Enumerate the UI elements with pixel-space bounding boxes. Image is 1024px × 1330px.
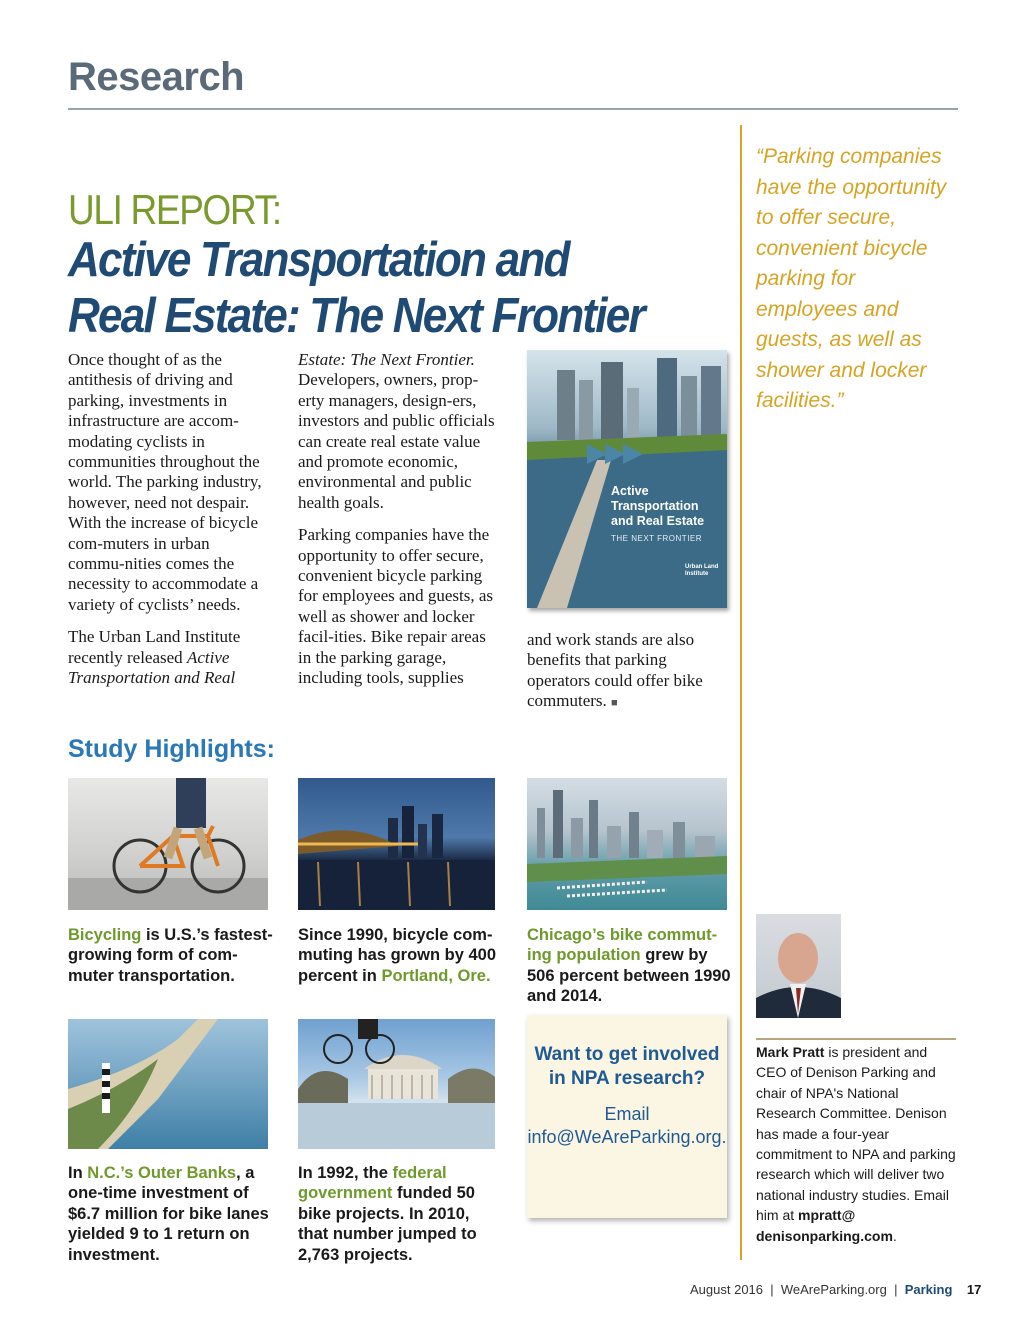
headline-line-2: Real Estate: The Next Frontier — [68, 289, 644, 343]
study-highlights-heading: Study Highlights: — [68, 735, 275, 763]
highlight-caption-4: In N.C.’s Outer Banks, a one-time investment of $6.7 million for bike lanes yielded 9 to 1 return on investment. — [68, 1164, 269, 1264]
memorial-cyclist-illustration — [298, 1019, 495, 1149]
outer-banks-coastline — [68, 1019, 268, 1149]
highlight-caption-5: In 1992, the federal government funded 50 bike projects. In 2010, that number jumped to 2,763 projects. — [298, 1164, 477, 1264]
report-title: Active Transportation and Real — [68, 647, 236, 688]
report-cover-image — [527, 350, 727, 608]
footer-site[interactable]: WeAreParking.org — [780, 1282, 887, 1297]
author-headshot — [756, 914, 841, 1018]
bicycle-photo — [68, 778, 268, 910]
npa-research-callout — [527, 1015, 727, 1218]
body-column-2 — [298, 350, 498, 701]
bicycle-illustration — [68, 778, 268, 910]
cover-subtitle: THE NEXT FRONTIER — [611, 534, 703, 543]
highlight-caption-2: Since 1990, bicycle com-muting has grown by 400 percent in Portland, Ore. — [298, 926, 497, 985]
portland-photo — [298, 778, 495, 910]
headline-line-1: Active Transportation and — [68, 233, 569, 287]
author-name: Mark Pratt — [756, 1044, 825, 1060]
pull-quote: “Parking companies have the opportunity to offer secure, convenient bicycle parking for employees and guests, as well as shower and locker facilities.” — [756, 145, 947, 412]
body-column-3 — [527, 630, 727, 726]
author-email[interactable]: mpratt@ denisonparking.com — [756, 1207, 893, 1244]
author-bio: Mark Pratt is president and CEO of Denison Parking and chair of NPA's National Research Committee. Denison has made a four-year commitment to NPA and parking research which will deliver two national industry studies. Email him at mpratt@ denisonparking.com. — [756, 1044, 956, 1244]
top-divider — [68, 108, 958, 110]
page-footer: August 2016 | WeAreParking.org | Parking 17 — [690, 1282, 982, 1297]
paragraph: and work stands are also benefits that parking operators could offer bike commuters. ■ — [527, 630, 703, 711]
report-title: Estate: The Next Frontier. — [298, 350, 475, 369]
page-number: 17 — [966, 1282, 982, 1297]
avatar — [756, 914, 841, 1018]
callout-email — [527, 1103, 727, 1149]
section-title: Research — [68, 55, 245, 99]
footer-date: August 2016 — [690, 1282, 764, 1297]
body-column-1 — [68, 350, 268, 701]
callout-question: Want to get involved in NPA research? — [534, 1044, 720, 1089]
sidebar-divider — [740, 125, 742, 1260]
outer-banks-photo — [68, 1019, 268, 1149]
paragraph: The Urban Land Institute recently released Active Transportation and Real — [68, 627, 241, 688]
article-headline — [68, 232, 698, 344]
paragraph: Parking companies have the opportunity to offer secure, convenient bicycle parking for employees and guests, as well as shower and locker facil-ities. Bike repair areas in the parking garage, including tools, supplies — [298, 525, 493, 688]
callout-email-label: Email — [604, 1104, 650, 1124]
bio-divider — [756, 1038, 956, 1040]
article-kicker: ULI REPORT: — [68, 186, 281, 233]
highlight-caption-3: Chicago’s bike commut-ing population grew by 506 percent between 1990 and 2014. — [527, 926, 731, 1006]
federal-photo — [298, 1019, 495, 1149]
highlight-caption-1: Bicycling is U.S.’s fastest-growing form of com-muter transportation. — [68, 926, 273, 985]
paragraph: Estate: The Next Frontier. Developers, owners, prop-erty managers, design-ers, investors and public officials can create real estate value and promote economic, environmental and public health goals. — [298, 350, 495, 512]
cover-title: Active Transportation and Real Estate — [611, 484, 705, 528]
callout-email-link[interactable]: info@WeAreParking.org. — [527, 1127, 727, 1147]
footer-publication: Parking — [904, 1282, 953, 1297]
uli-logo: Urban Land Institute — [685, 564, 719, 577]
chicago-photo — [527, 778, 727, 910]
portland-skyline — [298, 778, 495, 910]
chicago-skyline — [527, 778, 727, 910]
paragraph: Once thought of as the antithesis of driving and parking, investments in infrastructure are accom-modating cyclists in communities throughout the world. The parking industry, however, need not despair. With the increase of bicycle com-muters in urban commu-nities comes the necessity to accommodate a variety of cyclists’ needs. — [68, 350, 262, 614]
end-mark: ■ — [611, 697, 618, 710]
